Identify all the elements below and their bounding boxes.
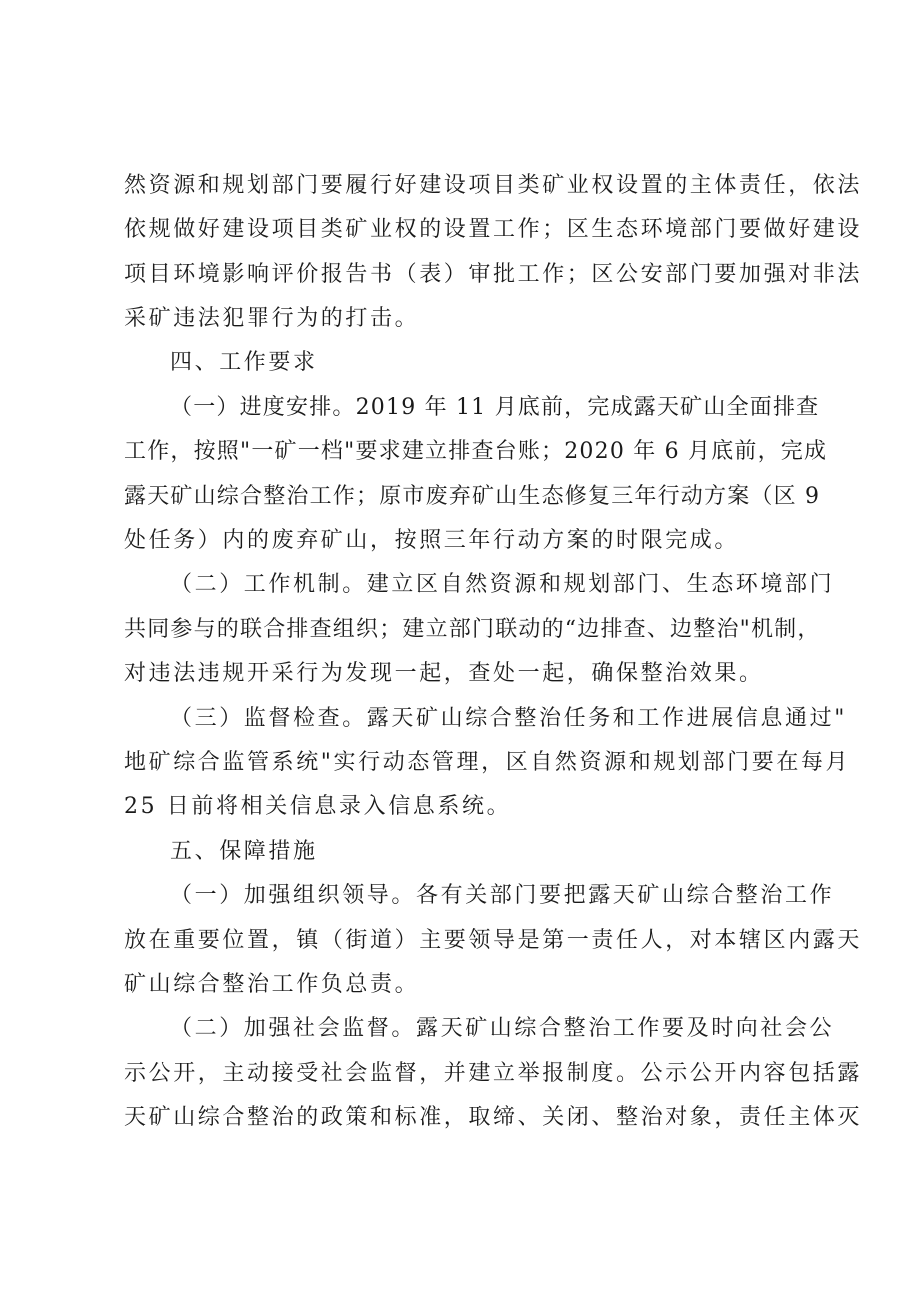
section-heading: 四、工作要求 [170,350,318,375]
paragraph-line: （一）进度安排。2019 年 11 月底前，完成露天矿山全面排查 [170,395,820,420]
paragraph-line: 工作，按照"一矿一档"要求建立排查台账；2020 年 6 月底前，完成 [124,439,828,464]
paragraph-line: 共同参与的联合排查组织；建立部门联动的“边排查、边整治"机制， [124,617,821,642]
paragraph-line: （三）监督检查。露天矿山综合整治任务和工作进展信息通过" [170,706,847,731]
paragraph-line: （二）加强社会监督。露天矿山综合整治工作要及时向社会公 [170,1016,835,1041]
paragraph-line: 矿山综合整治工作负总责。 [124,972,420,997]
paragraph-line: 依规做好建设项目类矿业权的设置工作；区生态环境部门要做好建设 [124,217,863,242]
paragraph-line: 25 日前将相关信息录入信息系统。 [124,794,512,819]
paragraph-line: 天矿山综合整治的政策和标准，取缔、关闭、整治对象，责任主体灭 [124,1105,863,1130]
paragraph-line: 对违法违规开采行为发现一起，查处一起，确保整治效果。 [124,661,764,686]
paragraph-line: （二）工作机制。建立区自然资源和规划部门、生态环境部门 [170,572,835,597]
paragraph-line: 放在重要位置，镇（街道）主要领导是第一责任人，对本辖区内露天 [124,928,863,953]
paragraph-line: 处任务）内的废弃矿山，按照三年行动方案的时限完成。 [124,528,740,553]
paragraph-line: 露天矿山综合整治工作；原市废弃矿山生态修复三年行动方案（区 9 [124,484,821,509]
paragraph-line: 采矿违法犯罪行为的打击。 [124,306,420,331]
paragraph-line: （一）加强组织领导。各有关部门要把露天矿山综合整治工作 [170,883,835,908]
paragraph-line: 示公开，主动接受社会监督，并建立举报制度。公示公开内容包括露 [124,1061,863,1086]
paragraph-line: 地矿综合监管系统"实行动态管理，区自然资源和规划部门要在每月 [124,750,851,775]
section-heading: 五、保障措施 [170,839,318,864]
paragraph-line: 然资源和规划部门要履行好建设项目类矿业权设置的主体责任，依法 [124,173,863,198]
paragraph-line: 项目环境影响评价报告书（表）审批工作；区公安部门要加强对非法 [124,262,863,287]
